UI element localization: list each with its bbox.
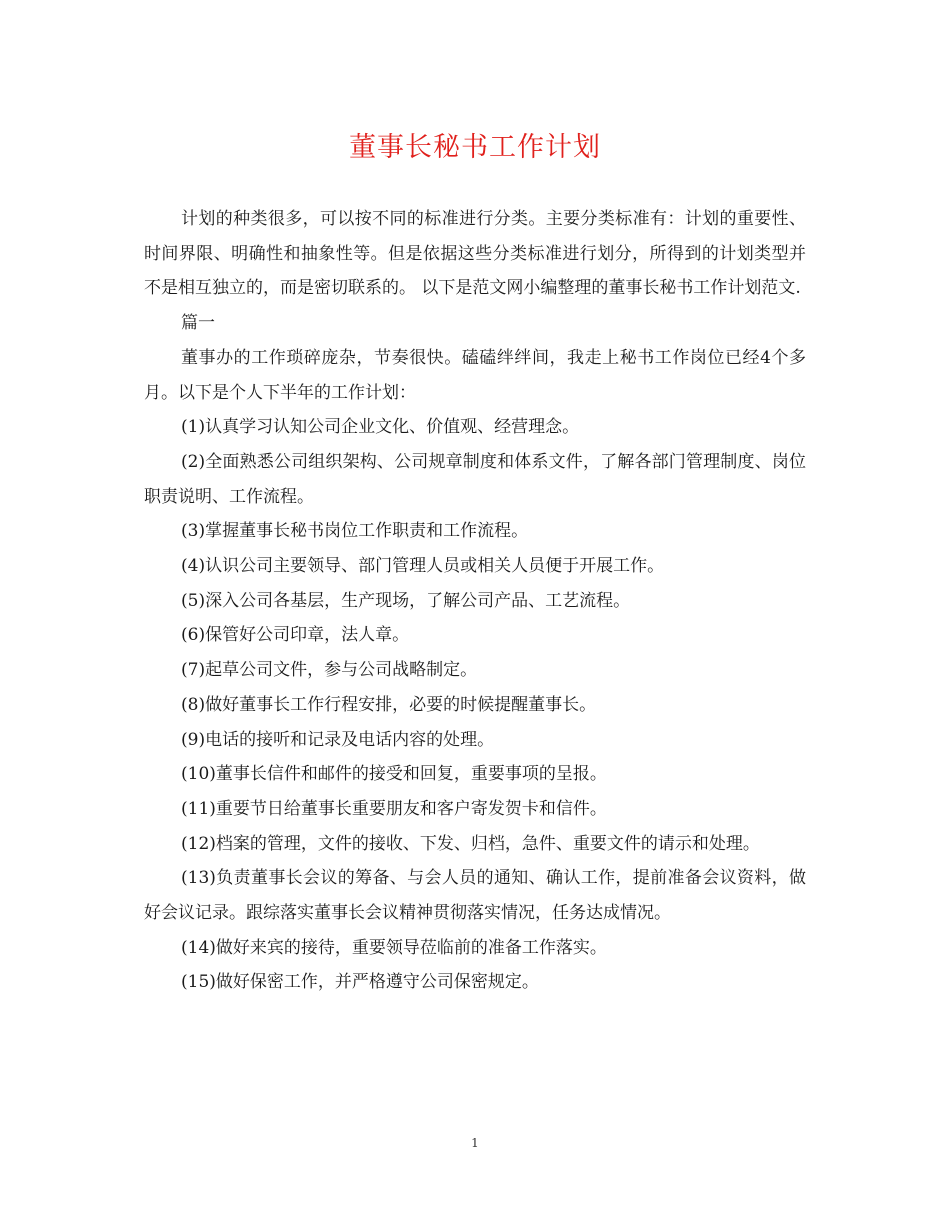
list-item: (12)档案的管理，文件的接收、下发、归档，急件、重要文件的请示和处理。 <box>181 833 760 854</box>
paragraph: 董事办的工作琐碎庞杂，节奏很快。磕磕绊绊间，我走上秘书工作岗位已经4个多月。以下是个人下半年的工作计划： <box>144 347 806 403</box>
document-title: 董事长秘书工作计划 <box>349 132 601 163</box>
list-item: (10)董事长信件和邮件的接受和回复，重要事项的呈报。 <box>181 764 607 785</box>
list-item: (5)深入公司各基层，生产现场，了解公司产品、工艺流程。 <box>181 590 631 611</box>
list-item: (8)做好董事长工作行程安排，必要的时候提醒董事长。 <box>181 694 597 715</box>
list-item: (3)掌握董事长秘书岗位工作职责和工作流程。 <box>181 521 529 542</box>
page-number: 1 <box>471 1136 479 1150</box>
list-item: (13)负责董事长会议的筹备、与会人员的通知、确认工作，提前准备会议资料，做好会议记录。跟综落实董事长会议精神贯彻落实情况，任务达成情况。 <box>144 868 806 924</box>
list-item: (15)做好保密工作，并严格遵守公司保密规定。 <box>181 972 539 993</box>
document-body <box>144 202 806 1000</box>
list-item: (6)保管好公司印章，法人章。 <box>181 625 410 646</box>
section-heading: 篇一 <box>181 313 215 334</box>
list-item: (2)全面熟悉公司组织架构、公司规章制度和体系文件，了解各部门管理制度、岗位职责说明、工作流程。 <box>144 451 806 507</box>
list-item: (4)认识公司主要领导、部门管理人员或相关人员便于开展工作。 <box>181 556 665 577</box>
list-item: (7)起草公司文件，参与公司战略制定。 <box>181 660 478 681</box>
list-item: (1)认真学习认知公司企业文化、价值观、经营理念。 <box>181 417 580 438</box>
list-item: (9)电话的接听和记录及电话内容的处理。 <box>181 729 495 750</box>
list-item: (11)重要节日给董事长重要朋友和客户寄发贺卡和信件。 <box>181 798 607 819</box>
paragraph: 计划的种类很多，可以按不同的标准进行分类。主要分类标准有：计划的重要性、时间界限、明确性和抽象性等。但是依据这些分类标准进行划分，所得到的计划类型并不是相互独立的，而是密切联系的。 以下是范文网小编整理的董事长秘书工作计划范文. <box>144 209 806 299</box>
list-item: (14)做好来宾的接待，重要领导莅临前的准备工作落实。 <box>181 937 607 958</box>
